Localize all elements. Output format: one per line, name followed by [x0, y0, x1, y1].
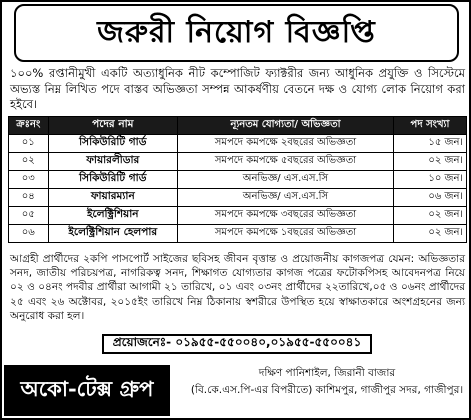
count-cell: ০২ জন।: [393, 207, 466, 225]
count-cell: ০২ জন।: [393, 225, 466, 243]
table-row: [9, 153, 467, 171]
post-cell: সিকিউরিটি গার্ড: [48, 171, 177, 189]
serial-cell: ০৪: [9, 189, 49, 207]
company-name-banner: [4, 365, 170, 416]
count-cell: ১৫ জন।: [393, 135, 466, 153]
qualification-cell: সমপদে কমপক্ষে ৫বছরের অভিজ্ঞতা: [178, 153, 394, 171]
address-line-2: (বি.কে.এস.পি-এর বিপরীতে) কাশিমপুর, গাজীপুর সদর, গাজীপুর।: [190, 384, 464, 396]
header-serial: ক্রঃনং: [9, 117, 49, 135]
contact-numbers: প্রয়োজনেঃ- ০১৯৫৫-৫৫০০৪০,০১৯৫৫-৫৫০০৪১: [102, 334, 372, 354]
post-cell: ইলেক্ট্রিশিয়ান: [48, 207, 177, 225]
qualification-cell: অনভিজ্ঞ/ এস.এস.সি: [178, 189, 394, 207]
table-row: [9, 135, 467, 153]
count-cell: ০২ জন।: [393, 153, 466, 171]
serial-cell: ০১: [9, 135, 49, 153]
table-row: [9, 189, 467, 207]
post-cell: ইলেক্ট্রিশিয়ান হেলপার: [48, 225, 177, 243]
title-box: [14, 4, 459, 62]
company-name: অকো-টেক্স গ্রুপ: [20, 376, 154, 401]
vacancy-table: [8, 116, 467, 243]
qualification-cell: অনভিজ্ঞ/ এস.এস.সি: [178, 171, 394, 189]
header-post-count: পদ সংখ্যা: [393, 117, 466, 135]
post-cell: ফায়ারলীডার: [48, 153, 177, 171]
address-line-1: দক্ষিণ পানিশাইল, জিরানী বাজার: [258, 367, 396, 379]
count-cell: ১০ জন।: [393, 171, 466, 189]
table-row: [9, 207, 467, 225]
header-post-name: পদের নাম: [48, 117, 177, 135]
post-cell: সিকিউরিটি গার্ড: [48, 135, 177, 153]
application-instructions: আগ্রহী প্রার্থীদের ২কপি পাসপোর্ট সাইজের ছবিসহ জীবন বৃত্তান্ত ও প্রয়োজনীয় কাগজপত্র যেমন: অভিজ্ঞতার সনদ, জাতীয় পরিচয়পত্র, নাগরিকত্ব সনদ, শিক্ষাগত যোগ্যতার কাগজ পত্রের ফটোকপিসহ আবেদনপত্র নিয়ে ০২ ও ০৪নং পদবীর প্রার্থীরা আগামী ২১ তারিখে, ০১ এবং ০৩নং প্রার্থীদের ২২তারিখে,০৫ ও ০৬নং প্রার্থীদের ২৫ এবং ২৬ অক্টোবর, ২০১৫ইং তারিখে নিম্ন ঠিকানায় স্বশরীরে উপস্থিত হয়ে স্বাক্ষাতকারে অংশগ্রহনের জন্য অনুরোধ করা হল।: [10, 253, 465, 322]
qualification-cell: সমপদে কমপক্ষে ২বছরের অভিজ্ঞতা: [178, 135, 394, 153]
table-row: [9, 225, 467, 243]
serial-cell: ০৩: [9, 171, 49, 189]
post-cell: ফায়ারম্যান: [48, 189, 177, 207]
serial-cell: ০২: [9, 153, 49, 171]
address-block: [187, 365, 467, 399]
qualification-cell: সমপদে কমপক্ষে ৩বছরের অভিজ্ঞতা: [178, 207, 394, 225]
serial-cell: ০৬: [9, 225, 49, 243]
count-cell: ০৬ জন।: [393, 189, 466, 207]
header-qualification: ন্যূনতম যোগ্যতা/ অভিজ্ঞতা: [178, 117, 394, 135]
serial-cell: ০৫: [9, 207, 49, 225]
table-header-row: [9, 117, 467, 135]
qualification-cell: সমপদে কমপক্ষে ১বছরের অভিজ্ঞতা: [178, 225, 394, 243]
intro-paragraph: ১০০% রপ্তানীমুখী একটি অত্যাধুনিক নীট কম্পোজিট ফ্যাক্টরীর জন্য আধুনিক প্রযুক্তি ও সিস্টেমে অভ্যস্ত নিম্ন লিখিত পদে বাস্তব অভিজ্ঞতা সম্পন্ন আকর্ষণীয় বেতনে দক্ষ ও যোগ্য লোক নিয়োগ করা হইবে।: [10, 66, 465, 111]
table-row: [9, 171, 467, 189]
ad-title: জরুরী নিয়োগ বিজ্ঞপ্তি: [97, 14, 376, 50]
